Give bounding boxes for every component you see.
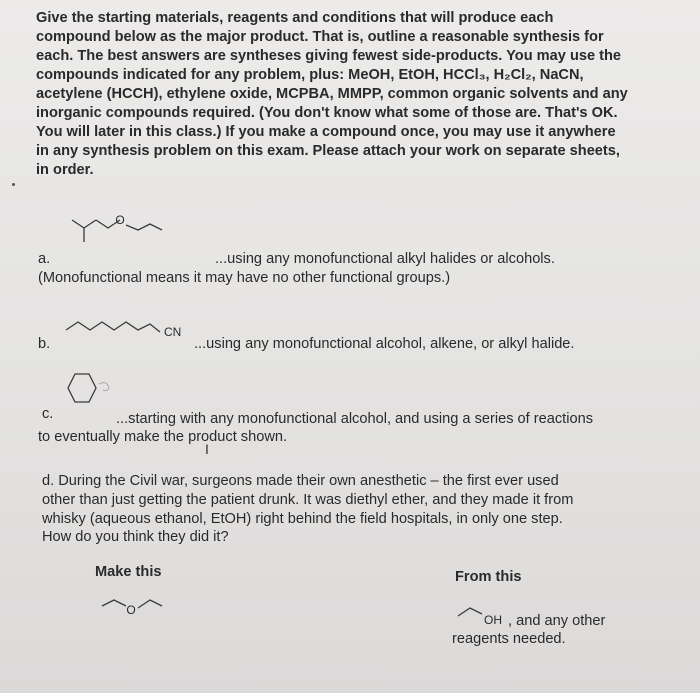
part-d-line: other than just getting the patient drunk. It was diethyl ether, and they made it from [42, 492, 574, 508]
instructions-line: in order. [36, 162, 94, 178]
part-d-line: whisky (aqueous ethanol, EtOH) right behind the field hospitals, in only one step. [42, 511, 563, 527]
part-d-line: How do you think they did it? [42, 529, 229, 545]
part-a-structure [60, 208, 200, 258]
instructions-line: You will later in this class.) If you make a compound once, you may use it anywhere [36, 124, 616, 140]
part-a-label: a. [38, 251, 51, 267]
part-c-text: ...starting with any monofunctional alcohol, and using a series of reactions [116, 411, 593, 427]
diethyl-ether-structure [98, 592, 198, 632]
part-c-text-2: to eventually make the product shown. [38, 429, 288, 445]
instructions [36, 9, 628, 180]
diethyl-ether-bond [138, 600, 162, 608]
part-a-bond [126, 224, 162, 230]
ethanol-oh-label: OH [484, 613, 502, 627]
from-this-heading: From this [455, 569, 522, 585]
part-b-label: b. [38, 336, 51, 352]
instructions-line: Give the starting materials, reagents and conditions that will produce each [36, 10, 554, 26]
part-b-cn-label: CN [164, 325, 182, 339]
part-a-oxygen-label: O [115, 213, 125, 227]
instructions-line: inorganic compounds required. (You don't know what some of those are. That's OK. [36, 105, 618, 121]
instructions-line: in any synthesis problem on this exam. Please attach your work on separate sheets, [36, 143, 620, 159]
part-c-label: c. [42, 406, 54, 422]
part-b-chain [66, 322, 160, 332]
ethanol-structure [456, 598, 516, 628]
part-a-note: (Monofunctional means it may have no other functional groups.) [38, 270, 451, 286]
part-b-text: ...using any monofunctional alcohol, alkene, or alkyl halide. [194, 336, 575, 352]
instructions-line: each. The best answers are syntheses giving fewest side-products. You may use the [36, 48, 622, 64]
make-this-heading: Make this [95, 564, 162, 580]
instructions-line: acetylene (HCCH), ethylene oxide, MCPBA, MMPP, common organic solvents and any [36, 86, 628, 102]
part-b-structure [60, 312, 200, 342]
part-d-line: d. During the Civil war, surgeons made their own anesthetic – the first ever used [42, 473, 559, 489]
instructions-line: compound below as the major product. That is, outline a reasonable synthesis for [36, 29, 604, 45]
part-a-bond [72, 220, 96, 228]
from-this-text-2: reagents needed. [452, 631, 566, 647]
part-c-structure [55, 368, 125, 418]
margin-dot [12, 183, 15, 186]
part-a-text: ...using any monofunctional alkyl halides or alcohols. [215, 251, 555, 267]
diethyl-ether-bond [102, 600, 126, 606]
part-c-erased-mark [99, 383, 109, 391]
part-c-ring [68, 374, 96, 402]
ethanol-bond [458, 608, 482, 616]
cursor-mark: I [205, 441, 209, 457]
instructions-line: compounds indicated for any problem, plus: MeOH, EtOH, HCCl₃, H₂Cl₂, NaCN, [36, 67, 584, 83]
from-this-text: , and any other [508, 613, 606, 629]
diethyl-ether-oxygen-label: O [126, 603, 136, 617]
